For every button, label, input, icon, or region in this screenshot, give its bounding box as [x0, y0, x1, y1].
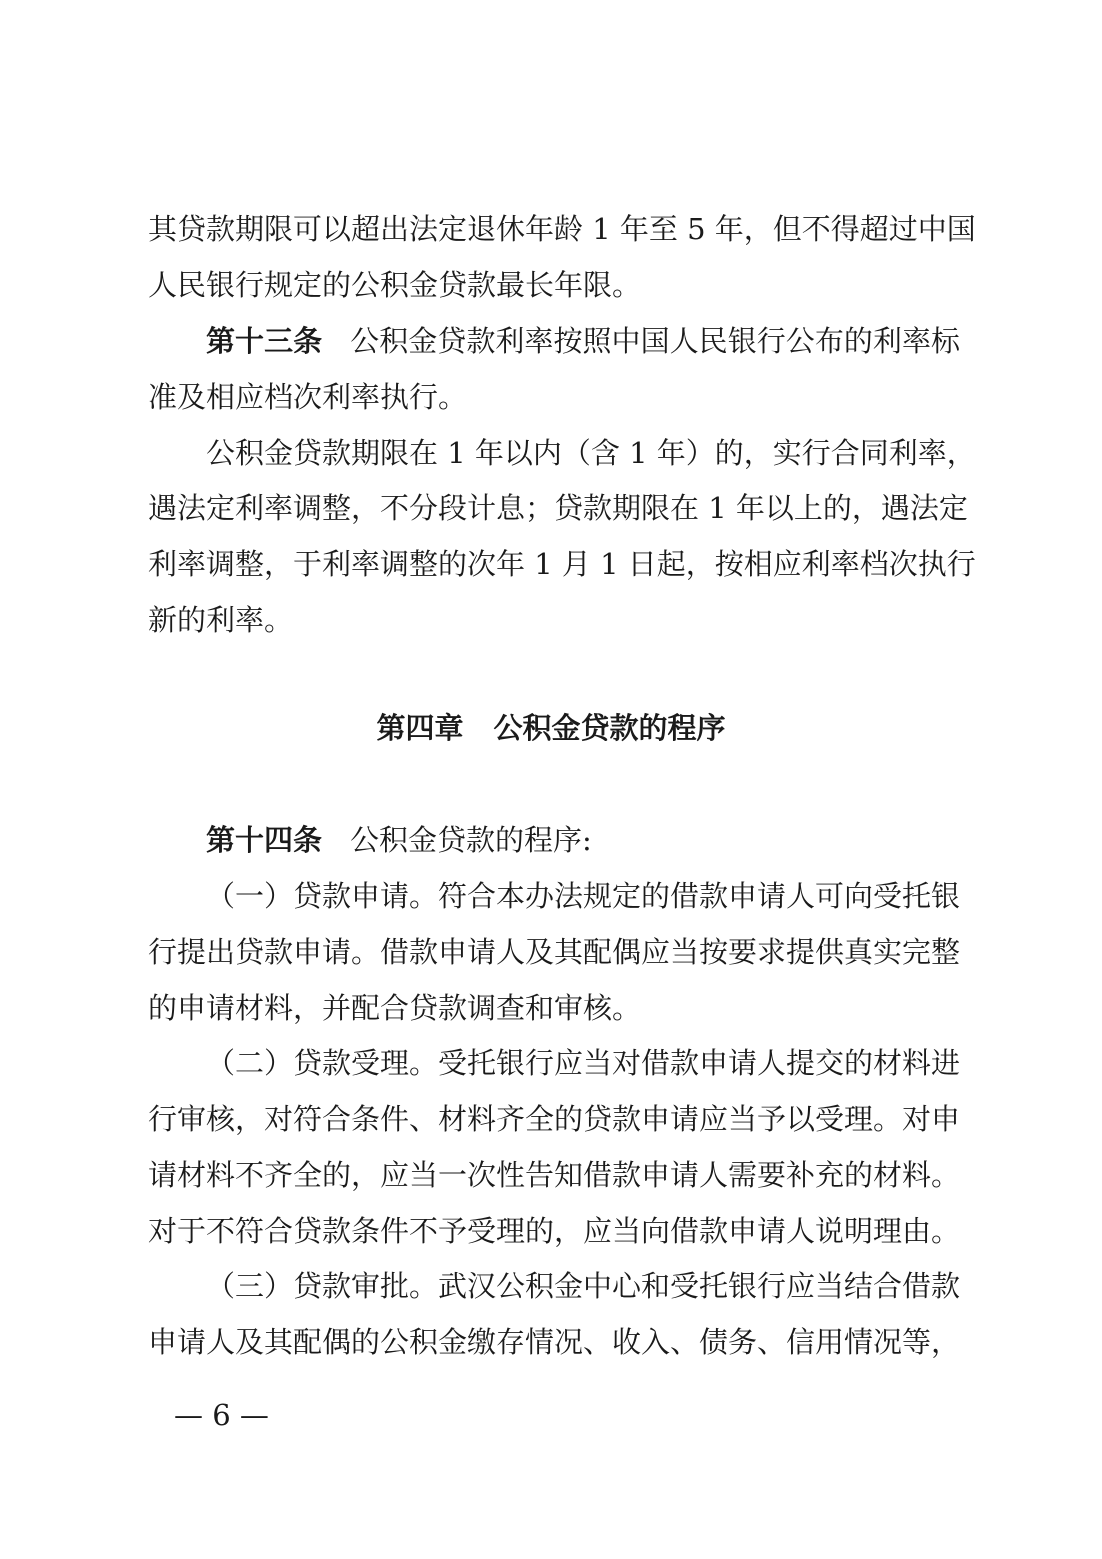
paragraph-line: 人民银行规定的公积金贷款最长年限。 — [148, 268, 642, 302]
paragraph-line: （三）贷款审批。武汉公积金中心和受托银行应当结合借款 — [206, 1269, 961, 1303]
chapter-heading — [0, 708, 1102, 748]
page-number: — 6 — — [174, 1398, 269, 1432]
chapter-number: 第四章 — [376, 711, 464, 745]
paragraph-line: 新的利率。 — [148, 603, 294, 637]
paragraph-line: 行审核，对符合条件、材料齐全的贷款申请应当予以受理。对申 — [148, 1102, 961, 1136]
article-14-first-line — [206, 820, 960, 860]
paragraph-line: 对于不符合贷款条件不予受理的，应当向借款申请人说明理由。 — [148, 1214, 961, 1248]
paragraph-line: 的申请材料，并配合贷款调查和审核。 — [148, 991, 642, 1025]
article-13-first-line — [206, 321, 960, 361]
article-heading: 第十三条 — [206, 324, 323, 358]
paragraph-line: 其贷款期限可以超出法定退休年龄 1 年至 5 年，但不得超过中国 — [148, 212, 976, 246]
paragraph-line: 公积金贷款期限在 1 年以内（含 1 年）的，实行合同利率， — [206, 436, 976, 470]
paragraph-line: 利率调整，于利率调整的次年 1 月 1 日起，按相应利率档次执行 — [148, 547, 976, 581]
article-text: 公积金贷款的程序: — [350, 823, 592, 857]
paragraph-line: 行提出贷款申请。借款申请人及其配偶应当按要求提供真实完整 — [148, 935, 961, 969]
paragraph-line: 遇法定利率调整，不分段计息；贷款期限在 1 年以上的，遇法定 — [148, 491, 968, 525]
chapter-title: 公积金贷款的程序 — [493, 711, 726, 745]
article-heading: 第十四条 — [206, 823, 323, 857]
paragraph-line: （二）贷款受理。受托银行应当对借款申请人提交的材料进 — [206, 1046, 961, 1080]
paragraph-line: 准及相应档次利率执行。 — [148, 380, 468, 414]
article-text: 公积金贷款利率按照中国人民银行公布的利率标 — [350, 324, 960, 358]
paragraph-line: 申请人及其配偶的公积金缴存情况、收入、债务、信用情况等， — [148, 1325, 961, 1359]
paragraph-line: 请材料不齐全的，应当一次性告知借款申请人需要补充的材料。 — [148, 1158, 961, 1192]
paragraph-line: （一）贷款申请。符合本办法规定的借款申请人可向受托银 — [206, 879, 961, 913]
